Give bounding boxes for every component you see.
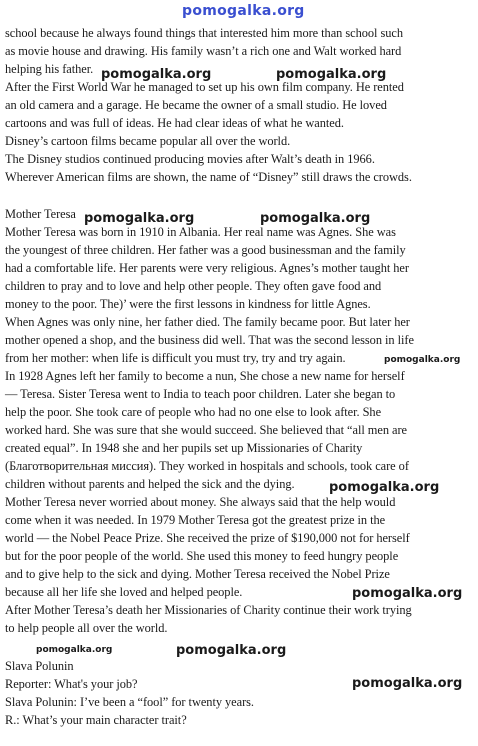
text-line: money to the poor. The)’ were the first lessons in kindness for little Agnes. (5, 297, 371, 311)
text-line: children to pray and to love and help other people. They often gave food and (5, 279, 382, 293)
text-line: Mother Teresa never worried about money. She always said that the help would (5, 495, 396, 509)
text-line: as movie house and drawing. His family wasn’t a rich one and Walt worked hard (5, 44, 402, 58)
section-heading: Slava Polunin (5, 659, 74, 673)
text-line: children without parents and helped the sick and the dying. (5, 477, 295, 491)
watermark: pomogalka.org (84, 211, 195, 226)
watermark: pomogalka.org (352, 676, 463, 691)
watermark: pomogalka.org (276, 67, 387, 82)
text-line: worked hard. She was sure that she would succeed. She believed that “all men are (5, 423, 407, 437)
text-line: world — the Nobel Peace Prize. She received the prize of $190,000 not for herself (5, 531, 410, 545)
watermark: pomogalka.org (329, 480, 440, 495)
watermark: pomogalka.org (384, 355, 461, 365)
text-line: — Teresa. Sister Teresa went to India to teach poor children. Later she began to (5, 387, 396, 401)
watermark: pomogalka.org (176, 643, 287, 658)
text-line: cartoons and was full of ideas. He had clear ideas of what he wanted. (5, 116, 344, 130)
text-line: After the First World War he managed to set up his own film company. He rented (5, 80, 404, 94)
text-line: an old camera and a garage. He became the owner of a small studio. He loved (5, 98, 387, 112)
text-line: Mother Teresa was born in 1910 in Albania. Her real name was Agnes. She was (5, 225, 396, 239)
watermark: pomogalka.org (36, 645, 113, 655)
text-line: help the poor. She took care of people who had no one else to look after. She (5, 405, 382, 419)
watermark-top: pomogalka.org (182, 3, 305, 19)
text-line: (Благотворительная миссия). They worked in hospitals and schools, took care of (5, 459, 409, 473)
text-line: When Agnes was only nine, her father died. The family became poor. But later her (5, 315, 410, 329)
text-line: and to give help to the sick and dying. Mother Teresa received the Nobel Prize (5, 567, 390, 581)
text-line: After Mother Teresa’s death her Missionaries of Charity continue their work trying (5, 603, 412, 617)
text-line: Wherever American films are shown, the name of “Disney” still draws the crowds. (5, 170, 412, 184)
text-line: The Disney studios continued producing movies after Walt’s death in 1966. (5, 152, 375, 166)
section-heading: Mother Teresa (5, 207, 76, 221)
text-line: helping his father. (5, 62, 94, 76)
text-line: school because he always found things that interested him more than school such (5, 26, 403, 40)
text-line: Disney’s cartoon films became popular all over the world. (5, 134, 291, 148)
text-line: because all her life she loved and helped people. (5, 585, 243, 599)
text-line: the youngest of three children. Her father was a good businessman and the family (5, 243, 406, 257)
text-line: Slava Polunin: I’ve been a “fool” for twenty years. (5, 695, 254, 709)
text-line: come when it was needed. In 1979 Mother Teresa got the greatest prize in the (5, 513, 386, 527)
text-line: created equal”. In 1948 she and her pupils set up Missionaries of Charity (5, 441, 363, 455)
text-line: Reporter: What's your job? (5, 677, 138, 691)
text-line: to help people all over the world. (5, 621, 168, 635)
text-line: R.: What’s your main character trait? (5, 713, 187, 727)
text-line: but for the poor people of the world. She used this money to feed hungry people (5, 549, 399, 563)
text-line: In 1928 Agnes left her family to become a nun, She chose a new name for herself (5, 369, 405, 383)
text-line: had a comfortable life. Her parents were very religious. Agnes’s mother taught her (5, 261, 409, 275)
watermark: pomogalka.org (101, 67, 212, 82)
watermark: pomogalka.org (352, 586, 463, 601)
watermark: pomogalka.org (260, 211, 371, 226)
text-line: from her mother: when life is difficult you must try, try and try again. (5, 351, 346, 365)
text-line: mother opened a shop, and the business did well. That was the second lesson in life (5, 333, 414, 347)
